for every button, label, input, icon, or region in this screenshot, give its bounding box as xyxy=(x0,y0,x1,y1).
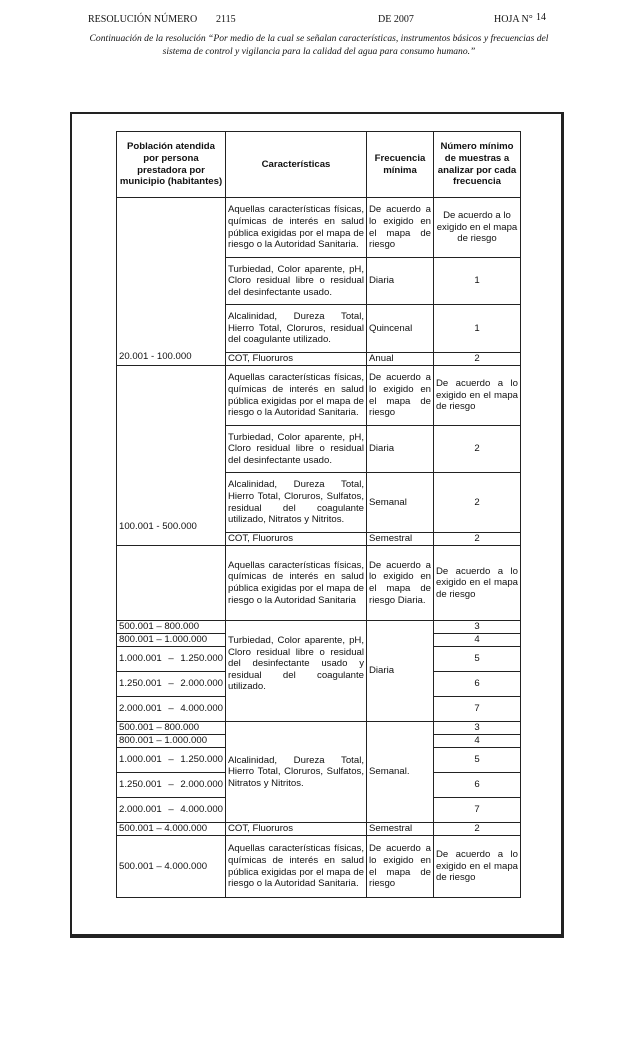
characteristics-cell: Alcalinidad, Dureza Total, Hierro Total, Cloruros, Sulfatos, Nitratos y Nitritos. xyxy=(226,722,367,823)
table-row xyxy=(117,546,521,621)
characteristics-cell: Alcalinidad, Dureza Total, Hierro Total, Cloruros, residual del coagulante utilizado. xyxy=(226,305,367,353)
population-cell: 2.000.001 – 4.000.000 xyxy=(117,697,226,722)
table-row xyxy=(117,836,521,898)
frequency-cell: Diaria xyxy=(367,426,434,473)
header-frequency: Frecuencia mínima xyxy=(367,132,434,198)
frequency-cell: De acuerdo a lo exigido en el mapa de riesgo xyxy=(367,366,434,426)
samples-cell: 3 xyxy=(434,722,521,735)
frequency-cell: Diaria xyxy=(367,621,434,722)
characteristics-cell: Turbiedad, Color aparente, pH, Cloro residual libre o residual del desinfectante usado. xyxy=(226,258,367,305)
table-row xyxy=(117,198,521,258)
samples-cell: 2 xyxy=(434,533,521,546)
samples-cell: 4 xyxy=(434,634,521,647)
frequency-cell: Quincenal xyxy=(367,305,434,353)
table-row xyxy=(117,366,521,426)
samples-cell: 2 xyxy=(434,353,521,366)
population-cell: 100.001 - 500.000 xyxy=(117,366,226,546)
population-cell: 800.001 – 1.000.000 xyxy=(117,634,226,647)
samples-cell: 3 xyxy=(434,621,521,634)
frequency-cell: De acuerdo a lo exigido en el mapa de riesgo xyxy=(367,198,434,258)
samples-cell: De acuerdo a lo exigido en el mapa de riesgo xyxy=(434,366,521,426)
characteristics-cell: COT, Fluoruros xyxy=(226,823,367,836)
sampling-table xyxy=(116,131,521,898)
samples-cell: 1 xyxy=(434,305,521,353)
table-header-row xyxy=(117,132,521,198)
samples-cell: 7 xyxy=(434,798,521,823)
frequency-cell: Semanal. xyxy=(367,722,434,823)
population-cell: 500.001 – 4.000.000 xyxy=(117,823,226,836)
characteristics-cell: Alcalinidad, Dureza Total, Hierro Total, Cloruros, Sulfatos, residual del coagulante utilizado, Nitratos y Nitritos. xyxy=(226,473,367,533)
page-label: HOJA N° xyxy=(494,14,533,25)
samples-cell: De acuerdo a lo exigido en el mapa de riesgo xyxy=(434,546,521,621)
population-cell: 800.001 – 1.000.000 xyxy=(117,735,226,748)
samples-cell: 1 xyxy=(434,258,521,305)
frequency-cell: Semestral xyxy=(367,823,434,836)
page-number: 14 xyxy=(536,12,546,23)
samples-cell: 6 xyxy=(434,773,521,798)
characteristics-cell: Aquellas características físicas, químicas de interés en salud pública exigidas por el mapa de riesgo o la Autoridad Sanitaria. xyxy=(226,198,367,258)
population-cell: 20.001 - 100.000 xyxy=(117,198,226,366)
header-characteristics: Características xyxy=(226,132,367,198)
table-row xyxy=(117,722,521,735)
characteristics-cell: Turbiedad, Color aparente, pH, Cloro residual libre o residual del desinfectante usado. xyxy=(226,426,367,473)
samples-cell: 2 xyxy=(434,473,521,533)
samples-cell: 5 xyxy=(434,647,521,672)
characteristics-cell: COT, Fluoruros xyxy=(226,533,367,546)
frequency-cell: De acuerdo a lo exigido en el mapa de riesgo Diaria. xyxy=(367,546,434,621)
samples-cell: 5 xyxy=(434,748,521,773)
characteristics-cell: Aquellas características físicas, químicas de interés en salud pública exigidas por el mapa de riesgo o la Autoridad Sanitaria. xyxy=(226,836,367,898)
samples-cell: 2 xyxy=(434,823,521,836)
population-cell: 1.000.001 – 1.250.000 xyxy=(117,647,226,672)
samples-cell: 2 xyxy=(434,426,521,473)
characteristics-cell: Aquellas características físicas, químicas de interés en salud pública exigidas por el mapa de riesgo o la Autoridad Sanitaria xyxy=(226,546,367,621)
samples-cell: 6 xyxy=(434,672,521,697)
resolution-label: RESOLUCIÓN NÚMERO xyxy=(88,14,198,25)
characteristics-cell: Turbiedad, Color aparente, pH, Cloro residual libre o residual del desinfectante usado y residual del coagulante utilizado. xyxy=(226,621,367,722)
header-population: Población atendida por persona prestadora por municipio (habitantes) xyxy=(117,132,226,198)
population-cell: 500.001 – 800.000 xyxy=(117,621,226,634)
table-row xyxy=(117,823,521,836)
table-row xyxy=(117,621,521,634)
frequency-cell: Semestral xyxy=(367,533,434,546)
frequency-cell: Diaria xyxy=(367,258,434,305)
resolution-number: 2115 xyxy=(216,14,236,25)
population-cell: 2.000.001 – 4.000.000 xyxy=(117,798,226,823)
population-cell: 1.000.001 – 1.250.000 xyxy=(117,748,226,773)
samples-cell: 4 xyxy=(434,735,521,748)
frequency-cell: Anual xyxy=(367,353,434,366)
samples-cell: De acuerdo a lo exigido en el mapa de riesgo xyxy=(434,198,521,258)
characteristics-cell: Aquellas características físicas, químicas de interés en salud pública exigidas por el mapa de riesgo o la Autoridad Sanitaria. xyxy=(226,366,367,426)
header-samples: Número mínimo de muestras a analizar por cada frecuencia xyxy=(434,132,521,198)
samples-cell: 7 xyxy=(434,697,521,722)
population-cell: 1.250.001 – 2.000.000 xyxy=(117,672,226,697)
continuation-text: Continuación de la resolución “Por medio de la cual se señalan características, instrumentos básicos y frecuencias del sistema de control y vigilancia para la calidad del agua para consumo humano.” xyxy=(89,33,549,57)
resolution-date: DE 2007 xyxy=(378,14,414,25)
samples-cell: De acuerdo a lo exigido en el mapa de riesgo xyxy=(434,836,521,898)
page-header xyxy=(88,14,550,28)
frequency-cell: De acuerdo a lo exigido en el mapa de riesgo xyxy=(367,836,434,898)
characteristics-cell: COT, Fluoruros xyxy=(226,353,367,366)
population-cell xyxy=(117,546,226,621)
frequency-cell: Semanal xyxy=(367,473,434,533)
population-cell: 500.001 – 800.000 xyxy=(117,722,226,735)
population-cell: 1.250.001 – 2.000.000 xyxy=(117,773,226,798)
population-cell: 500.001 – 4.000.000 xyxy=(117,836,226,898)
